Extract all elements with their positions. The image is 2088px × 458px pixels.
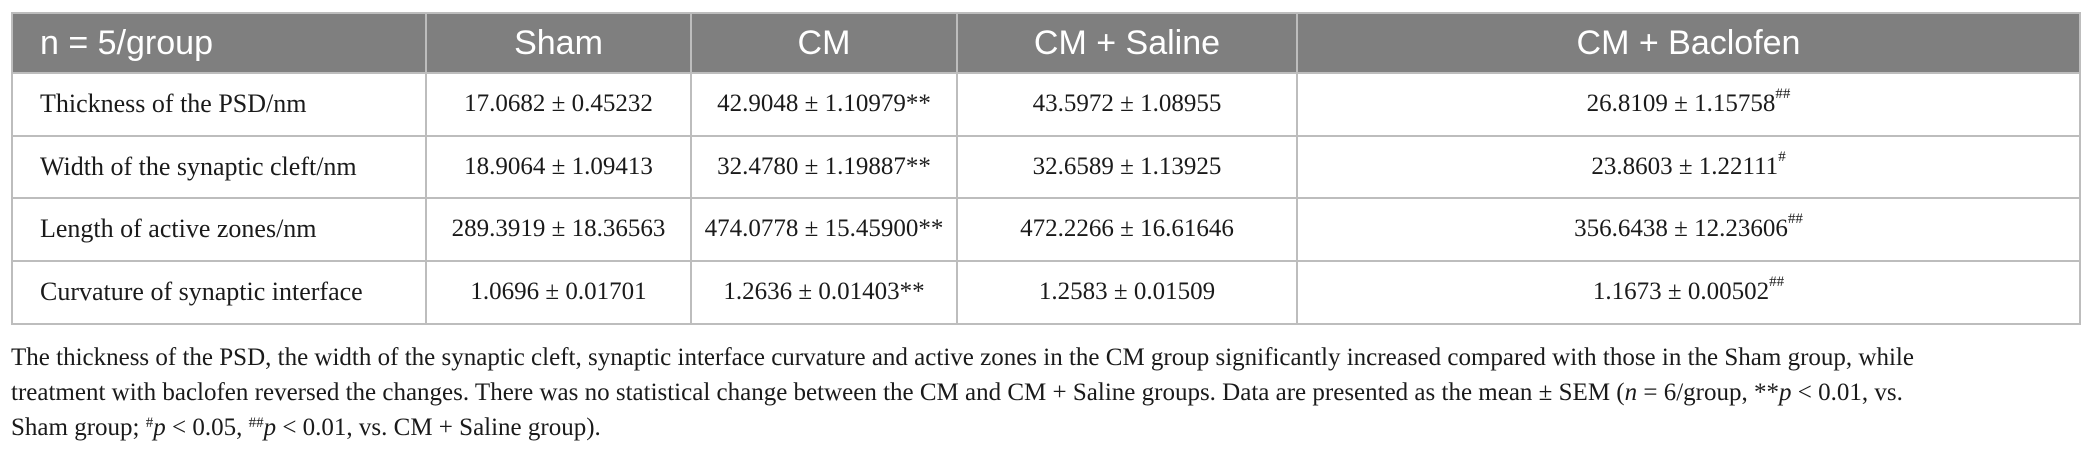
cell-cm-baclofen	[1297, 73, 2079, 136]
table-row	[13, 136, 2079, 199]
caption-hash-1: #	[145, 415, 154, 431]
cell-sham: 289.3919 ± 18.36563	[426, 198, 691, 261]
cell-cm-baclofen	[1297, 136, 2079, 199]
header-cm: CM	[691, 14, 957, 73]
cell-cm: 474.0778 ± 15.45900**	[691, 198, 957, 261]
row-label: Curvature of synaptic interface	[13, 261, 426, 324]
row-label: Thickness of the PSD/nm	[13, 73, 426, 136]
table-row	[13, 73, 2079, 136]
table-row	[13, 261, 2079, 324]
caption-line-2: treatment with baclofen reversed the changes. There was no statistical change between the CM and CM + Saline groups. Data are presented as the mean ± SEM (	[11, 379, 1625, 406]
cell-cm-saline: 472.2266 ± 16.61646	[957, 198, 1297, 261]
row-label: Length of active zones/nm	[13, 198, 426, 261]
cell-sham: 18.9064 ± 1.09413	[426, 136, 691, 199]
caption-line-2c: < 0.01, vs.	[1791, 379, 1903, 406]
header-cm-saline: CM + Saline	[957, 14, 1297, 73]
cell-value: 23.8603 ± 1.22111	[1591, 152, 1779, 180]
caption-p3: p	[263, 414, 277, 441]
caption-line-2b: = 6/group, **	[1637, 379, 1780, 406]
cell-cm-saline: 32.6589 ± 1.13925	[957, 136, 1297, 199]
cell-cm: 32.4780 ± 1.19887**	[691, 136, 957, 199]
caption-line-3b: < 0.05,	[165, 414, 249, 441]
header-cm-baclofen: CM + Baclofen	[1576, 23, 1801, 62]
cell-cm-saline: 43.5972 ± 1.08955	[957, 73, 1297, 136]
data-table	[13, 14, 2079, 323]
caption-n: n	[1624, 379, 1638, 406]
caption-p2: p	[153, 414, 166, 441]
cell-cm-baclofen	[1297, 198, 2079, 261]
cell-cm-baclofen	[1297, 261, 2079, 324]
significance-mark: ##	[1775, 86, 1791, 103]
header-sham: Sham	[426, 14, 691, 73]
cell-value: 356.6438 ± 12.23606	[1574, 215, 1788, 243]
cell-sham: 1.0696 ± 0.01701	[426, 261, 691, 324]
caption-line-1: The thickness of the PSD, the width of the synaptic cleft, synaptic interface curvature and active zones in the CM group significantly increased compared with those in the Sham group, while	[11, 344, 1914, 371]
significance-mark: ##	[1787, 211, 1803, 228]
caption-hash-2: ##	[248, 415, 264, 431]
cell-cm-saline: 1.2583 ± 0.01509	[957, 261, 1297, 324]
caption-p1: p	[1779, 379, 1792, 406]
cell-cm: 1.2636 ± 0.01403**	[691, 261, 957, 324]
row-label: Width of the synaptic cleft/nm	[13, 136, 426, 199]
cell-value: 26.8109 ± 1.15758	[1586, 90, 1776, 118]
table-row	[13, 198, 2079, 261]
significance-mark: ##	[1769, 274, 1785, 291]
table-header-row	[13, 14, 2079, 73]
caption-line-3c: < 0.01, vs. CM + Saline group).	[276, 414, 601, 441]
cell-cm: 42.9048 ± 1.10979**	[691, 73, 957, 136]
cell-sham: 17.0682 ± 0.45232	[426, 73, 691, 136]
caption-line-3a: Sham group;	[11, 414, 146, 441]
significance-mark: #	[1778, 148, 1786, 165]
data-table-container	[11, 12, 2081, 325]
cell-value: 1.1673 ± 0.00502	[1592, 278, 1770, 306]
header-group-size: n = 5/group	[13, 14, 426, 73]
table-caption	[11, 340, 2081, 445]
